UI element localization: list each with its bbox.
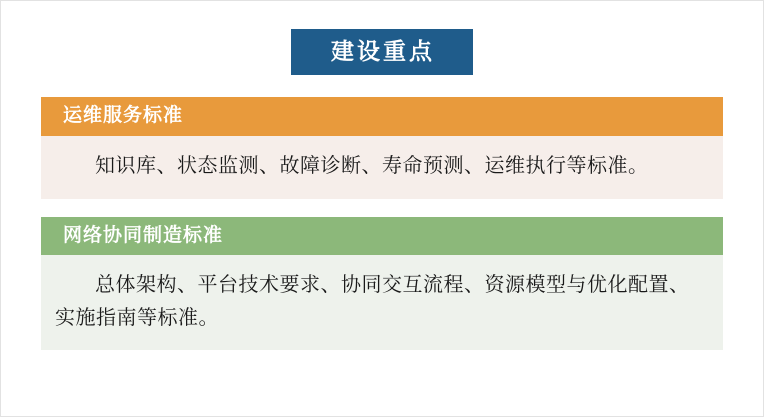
section-heading: 网络协同制造标准 (41, 217, 723, 256)
section-networked-manufacturing-standards (41, 217, 723, 351)
section-operations-standards (41, 97, 723, 198)
section-body-text: 总体架构、平台技术要求、协同交互流程、资源模型与优化配置、实施指南等标准。 (41, 255, 723, 350)
page-title: 建设重点 (291, 29, 473, 75)
section-body-text: 知识库、状态监测、故障诊断、寿命预测、运维执行等标准。 (41, 136, 723, 198)
title-container (1, 1, 763, 75)
section-heading: 运维服务标准 (41, 97, 723, 136)
sections-list (1, 75, 763, 350)
